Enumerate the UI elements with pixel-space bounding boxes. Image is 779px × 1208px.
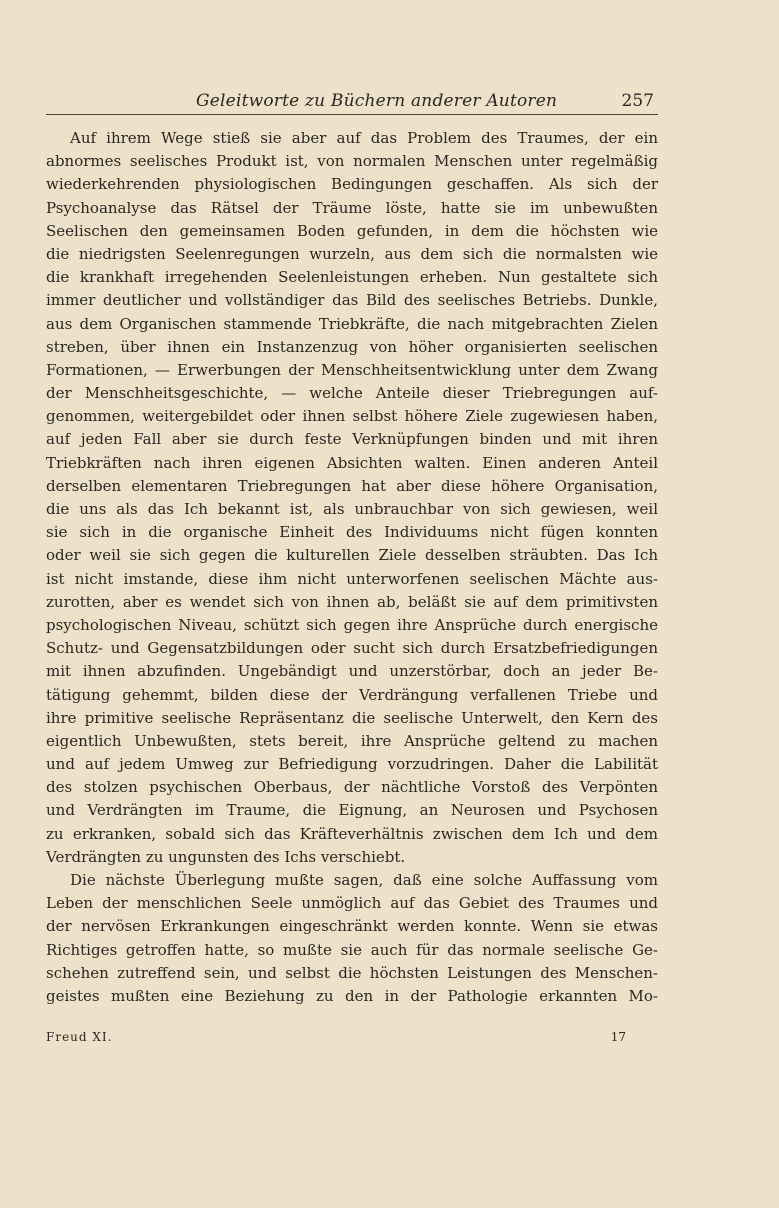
text-line: zurotten, aber es wendet sich von ihnen ab, beläßt sie auf dem primitivsten [46, 592, 658, 611]
signature-mark: Freud XI. [46, 1030, 113, 1044]
header-rule [46, 114, 658, 115]
text-line: Triebkräften nach ihren eigenen Absichten walten. Einen anderen Anteil [46, 453, 658, 472]
page-header [46, 90, 658, 116]
text-line: der Menschheitsgeschichte, — welche Anteile dieser Triebregungen auf- [46, 384, 658, 403]
body-text [46, 127, 658, 1008]
text-line: streben, über ihnen ein Instanzenzug von höher organisierten seelischen [46, 337, 658, 356]
text-line: mit ihnen abzufinden. Ungebändigt und unzerstörbar, doch an jeder Be- [46, 662, 658, 681]
paragraph-last-line: Verdrängten zu ungunsten des Ichs verschiebt. [46, 847, 406, 866]
text-line: eigentlich Unbewußten, stets bereit, ihre Ansprüche geltend zu machen [46, 731, 658, 750]
text-line: oder weil sie sich gegen die kulturellen Ziele desselben sträubten. Das Ich [46, 546, 658, 565]
text-line: geistes mußten eine Beziehung zu den in der Pathologie erkannten Mo- [46, 986, 658, 1005]
text-line: psychologischen Niveau, schützt sich gegen ihre Ansprüche durch energische [46, 615, 658, 634]
text-line: die krankhaft irregehenden Seelenleistungen erheben. Nun gestaltete sich [46, 268, 658, 287]
text-line: Leben der menschlichen Seele unmöglich auf das Gebiet des Traumes und [46, 894, 658, 913]
text-line: schehen zutreffend sein, und selbst die höchsten Leistungen des Menschen- [46, 963, 658, 982]
text-line: ist nicht imstande, diese ihm nicht unterworfenen seelischen Mächte aus- [46, 569, 658, 588]
page-number: 257 [621, 91, 654, 111]
text-line: Seelischen den gemeinsamen Boden gefunden, in dem die höchsten wie [46, 221, 658, 240]
paragraph-first-line: Die nächste Überlegung mußte sagen, daß eine solche Auffassung vom [70, 871, 658, 889]
text-line: die niedrigsten Seelenregungen wurzeln, aus dem sich die normalsten wie [46, 244, 658, 263]
text-line: und Verdrängten im Traume, die Eignung, an Neurosen und Psychosen [46, 801, 658, 820]
text-line: Schutz- und Gegensatzbildungen oder sucht sich durch Ersatzbefriedigungen [46, 639, 658, 658]
text-line: Richtiges getroffen hatte, so mußte sie auch für das normale seelische Ge- [46, 940, 658, 959]
text-line: auf jeden Fall aber sie durch feste Verknüpfungen binden und mit ihren [46, 430, 658, 449]
text-line: abnormes seelisches Produkt ist, von normalen Menschen unter regelmäßig [46, 152, 658, 171]
text-line: ihre primitive seelische Repräsentanz die seelische Unterwelt, den Kern des [46, 708, 658, 727]
text-line: Psychoanalyse das Rätsel der Träume löste, hatte sie im unbewußten [46, 198, 658, 217]
running-title: Geleitworte zu Büchern anderer Autoren [196, 91, 558, 111]
text-line: derselben elementaren Triebregungen hat aber diese höhere Organisation, [46, 476, 658, 495]
text-line: und auf jedem Umweg zur Befriedigung vorzudringen. Daher die Labilität [46, 755, 658, 774]
text-line: immer deutlicher und vollständiger das Bild des seelisches Betriebs. Dunkle, [46, 291, 658, 310]
text-line: die uns als das Ich bekannt ist, als unbrauchbar von sich gewiesen, weil [46, 500, 658, 518]
text-line: des stolzen psychischen Oberbaus, der nächtliche Vorstoß des Verpönten [46, 778, 658, 797]
sheet-number: 17 [610, 1030, 626, 1044]
text-line: sie sich in die organische Einheit des Individuums nicht fügen konnten [46, 523, 658, 542]
text-line: zu erkranken, sobald sich das Kräfteverhältnis zwischen dem Ich und dem [46, 824, 658, 843]
text-line: der nervösen Erkrankungen eingeschränkt werden konnte. Wenn sie etwas [46, 917, 658, 936]
page-footer [46, 1030, 626, 1050]
text-line: Formationen, — Erwerbungen der Menschheitsentwicklung unter dem Zwang [46, 360, 658, 379]
text-line: wiederkehrenden physiologischen Bedingungen geschaffen. Als sich der [46, 175, 658, 194]
text-line: aus dem Organischen stammende Triebkräfte, die nach mitgebrachten Zielen [46, 314, 658, 333]
text-line: Auf ihrem Wege stieß sie aber auf das Problem des Traumes, der ein [70, 129, 658, 147]
text-line: genommen, weitergebildet oder ihnen selbst höhere Ziele zugewiesen haben, [46, 407, 658, 426]
text-line: tätigung gehemmt, bilden diese der Verdrängung verfallenen Triebe und [46, 685, 658, 704]
